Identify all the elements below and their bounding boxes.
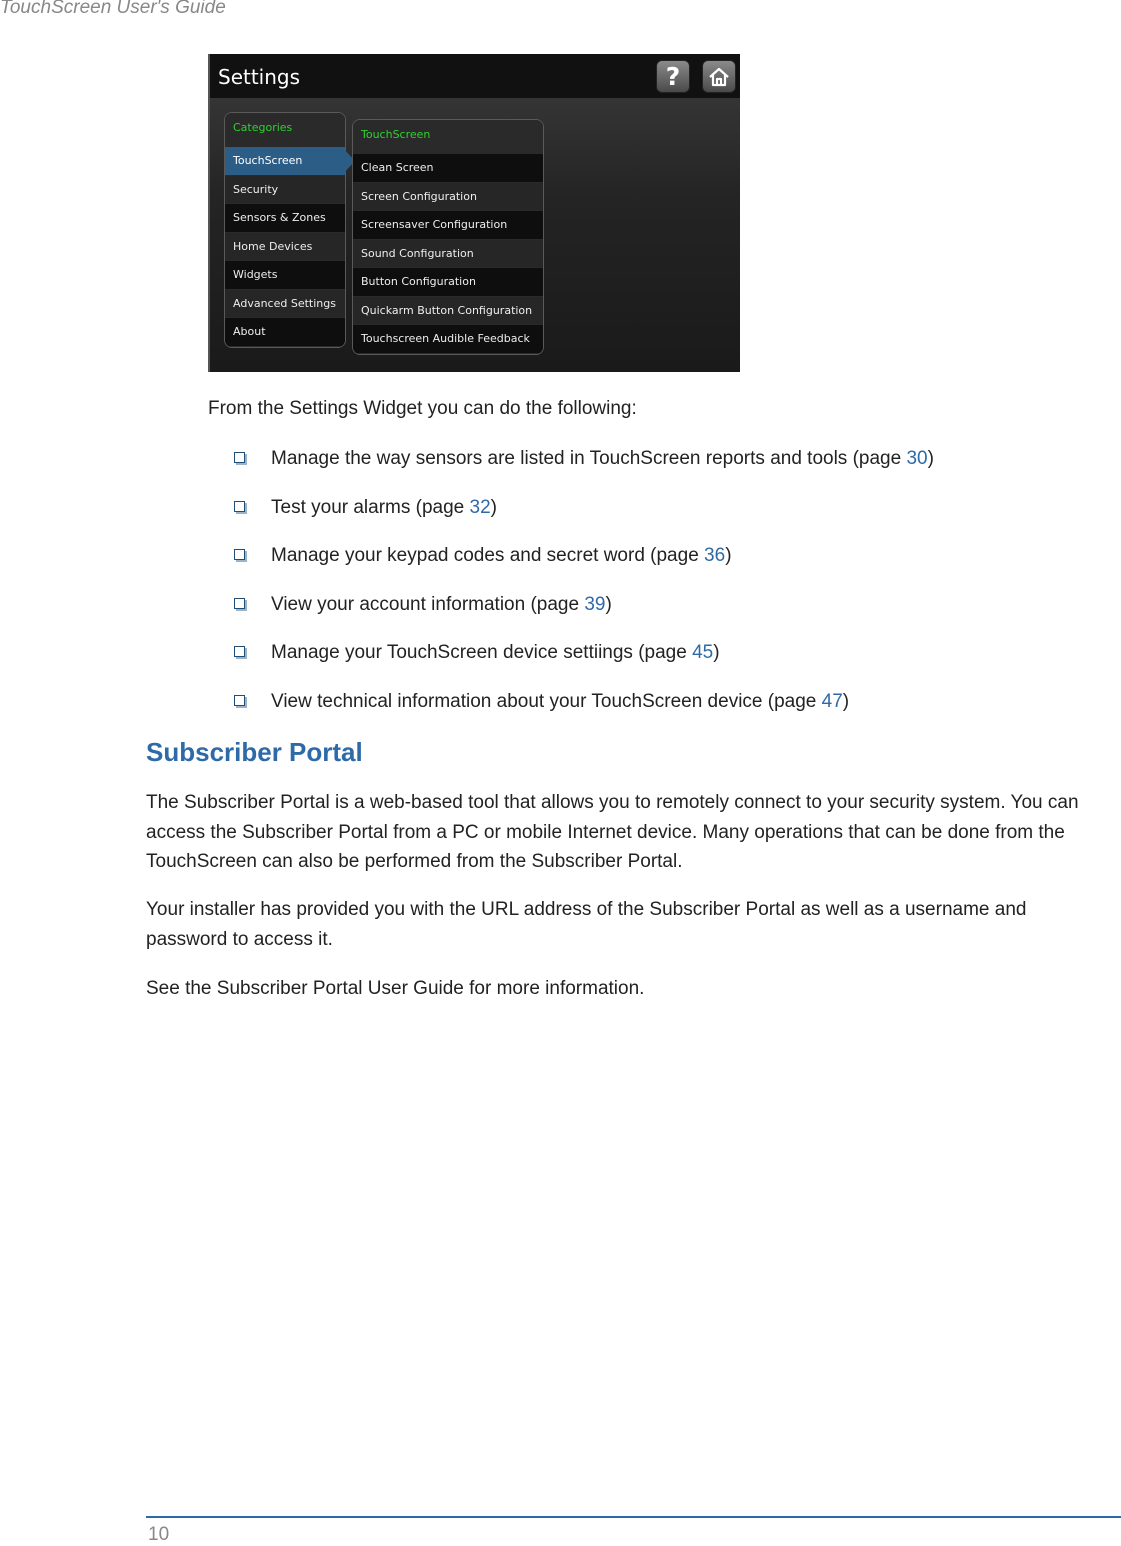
checkbox-bullet-icon bbox=[234, 501, 245, 512]
home-button[interactable] bbox=[702, 60, 736, 93]
submenu-item[interactable]: Touchscreen Audible Feedback bbox=[353, 325, 543, 354]
page-link[interactable]: 45 bbox=[692, 642, 714, 663]
category-item[interactable]: TouchScreen bbox=[225, 147, 345, 176]
checkbox-bullet-icon bbox=[234, 695, 245, 706]
submenu-item[interactable]: Clean Screen bbox=[353, 154, 543, 183]
checkbox-bullet-icon bbox=[234, 549, 245, 560]
categories-panel bbox=[224, 112, 346, 348]
home-icon bbox=[707, 66, 731, 88]
page-link[interactable]: 36 bbox=[704, 545, 726, 566]
category-item[interactable]: Security bbox=[225, 176, 345, 205]
checkbox-bullet-icon bbox=[234, 452, 245, 463]
submenu-item[interactable]: Button Configuration bbox=[353, 268, 543, 297]
category-item[interactable]: Sensors & Zones bbox=[225, 204, 345, 233]
category-item[interactable]: Widgets bbox=[225, 261, 345, 290]
help-button[interactable] bbox=[656, 60, 690, 93]
list-item-text: View technical information about your TouchScreen device (page bbox=[271, 690, 822, 712]
submenu-item[interactable]: Screen Configuration bbox=[353, 183, 543, 212]
help-icon: ? bbox=[665, 62, 681, 91]
categories-heading: Categories bbox=[225, 113, 345, 147]
paragraph: Your installer has provided you with the URL address of the Subscriber Portal as well as a username and password to access it. bbox=[146, 899, 1027, 950]
settings-titlebar bbox=[210, 54, 740, 98]
section-heading: Subscriber Portal bbox=[146, 737, 363, 767]
submenu-item[interactable]: Quickarm Button Configuration bbox=[353, 297, 543, 326]
submenu-item[interactable]: Sound Configuration bbox=[353, 240, 543, 269]
submenu-item[interactable]: Screensaver Configuration bbox=[353, 211, 543, 240]
category-item[interactable]: About bbox=[225, 318, 345, 347]
intro-text: From the Settings Widget you can do the following: bbox=[208, 398, 637, 419]
page-link[interactable]: 32 bbox=[469, 496, 491, 518]
paragraph: See the Subscriber Portal User Guide for more information. bbox=[146, 978, 645, 999]
page-link[interactable]: 30 bbox=[906, 448, 928, 469]
touchscreen-panel bbox=[352, 119, 544, 355]
footer-rule bbox=[146, 1516, 1121, 1518]
list-item-text: View your account information (page bbox=[271, 593, 585, 615]
page-link[interactable]: 47 bbox=[821, 690, 843, 712]
list-item-text: Manage the way sensors are listed in TouchScreen reports and tools (page bbox=[271, 448, 907, 469]
list-item-text: Manage your keypad codes and secret word (page bbox=[271, 545, 705, 566]
submenu-heading: TouchScreen bbox=[353, 120, 543, 154]
page-number: 10 bbox=[148, 1524, 170, 1545]
page-link[interactable]: 39 bbox=[584, 593, 606, 615]
checkbox-bullet-icon bbox=[234, 646, 245, 657]
settings-screenshot bbox=[208, 54, 740, 372]
running-header: TouchScreen User's Guide bbox=[0, 0, 226, 18]
checkbox-bullet-icon bbox=[234, 598, 245, 609]
settings-title: Settings bbox=[218, 65, 301, 89]
category-item[interactable]: Advanced Settings bbox=[225, 290, 345, 319]
paragraph: The Subscriber Portal is a web-based tool that allows you to remotely connect to your security system. You can access the Subscriber Portal from a PC or mobile Internet device. Many operations that can be done from the TouchScreen can also be performed from the Subscriber Portal. bbox=[146, 792, 1079, 872]
list-item-text: Manage your TouchScreen device settiings (page bbox=[271, 642, 693, 663]
category-item[interactable]: Home Devices bbox=[225, 233, 345, 262]
list-item-text: Test your alarms (page bbox=[271, 496, 470, 518]
